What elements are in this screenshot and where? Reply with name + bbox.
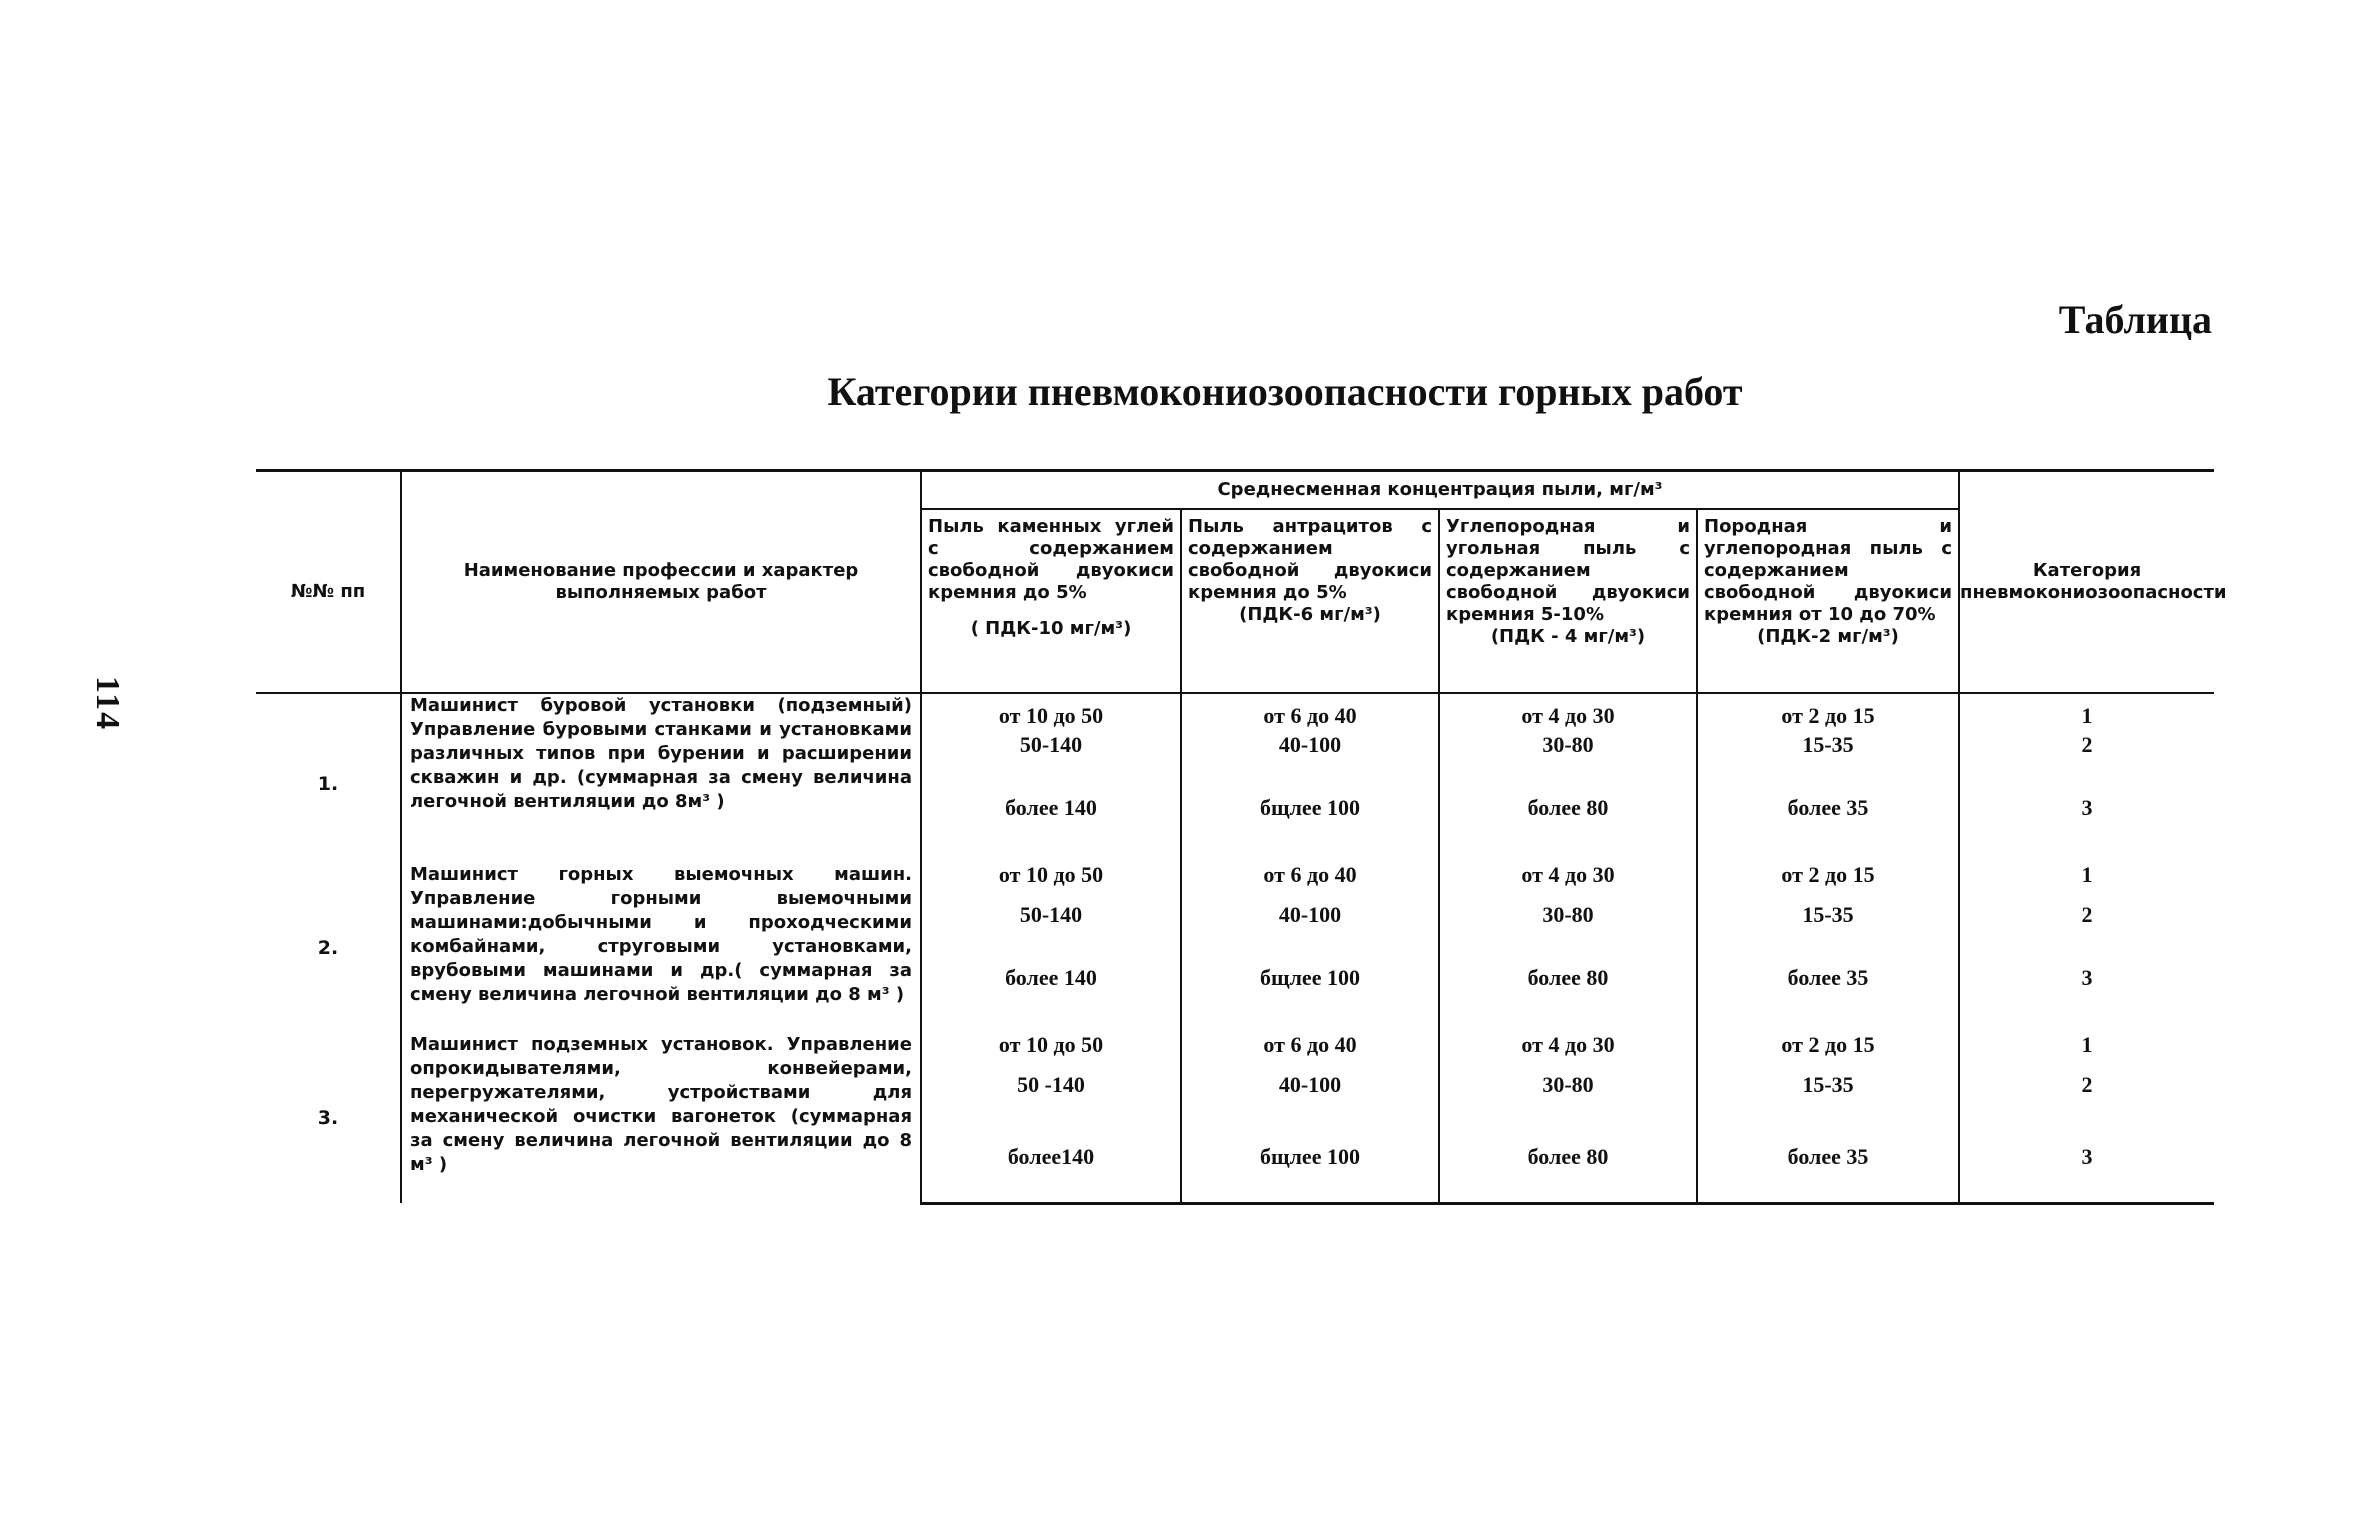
value-col2: 40-100 — [1181, 733, 1439, 773]
value-col1: 50-140 — [921, 903, 1181, 943]
value-col3: 30-80 — [1439, 903, 1697, 943]
header-col3-pdk: (ПДК - 4 мг/м³) — [1490, 626, 1646, 647]
value-col4: более 35 — [1697, 1113, 1959, 1203]
value-col2: бщлее 100 — [1181, 773, 1439, 863]
value-col1: от 10 до 50 — [921, 1033, 1181, 1073]
table-row — [256, 1033, 2214, 1073]
table-row — [256, 863, 2214, 903]
table-label: Таблица — [2058, 297, 2212, 342]
value-category: 1 — [1959, 1033, 2214, 1073]
value-category: 2 — [1959, 1073, 2214, 1113]
value-col3: от 4 до 30 — [1439, 863, 1697, 903]
value-col4: от 2 до 15 — [1697, 1033, 1959, 1073]
value-col4: более 35 — [1697, 773, 1959, 863]
value-col4: более 35 — [1697, 943, 1959, 1033]
value-col1: 50 -140 — [921, 1073, 1181, 1113]
row-profession: Машинист буровой установки (подземный) Управление буровыми станками и установками различных типов при бурении и расширении скважин и др. (суммарная за смену величина легочной вентиляции до 8м³ ) — [401, 693, 921, 863]
value-category: 3 — [1959, 773, 2214, 863]
value-col2: бщлее 100 — [1181, 943, 1439, 1033]
header-col3 — [1439, 509, 1697, 693]
value-col2: от 6 до 40 — [1181, 1033, 1439, 1073]
value-category: 1 — [1959, 693, 2214, 733]
value-col3: 30-80 — [1439, 1073, 1697, 1113]
value-category: 2 — [1959, 903, 2214, 943]
value-col4: 15-35 — [1697, 733, 1959, 773]
header-col1-pdk: ( ПДК-10 мг/м³) — [970, 618, 1132, 639]
value-col1: более 140 — [921, 773, 1181, 863]
value-col1: от 10 до 50 — [921, 693, 1181, 733]
value-col4: от 2 до 15 — [1697, 693, 1959, 733]
header-num: №№ пп — [256, 471, 401, 694]
header-col2-text: Пыль антрацитов с содержанием свободной двуокиси кремния до 5% — [1188, 516, 1432, 603]
row-profession: Машинист подземных установок. Управление опрокидывателями, конвейерами, перегружателями, устройствами для механической очистки вагонеток (суммарная за смену величина легочной вентиляции до 8 м³ ) — [401, 1033, 921, 1203]
value-col3: более 80 — [1439, 1113, 1697, 1203]
header-col4-pdk: (ПДК-2 мг/м³) — [1757, 626, 1899, 647]
value-col1: более140 — [921, 1113, 1181, 1203]
header-col2-pdk: (ПДК-6 мг/м³) — [1239, 604, 1381, 625]
header-name: Наименование профессии и характер выполняемых работ — [401, 471, 921, 694]
value-col1: от 10 до 50 — [921, 863, 1181, 903]
value-col3: 30-80 — [1439, 733, 1697, 773]
header-col4-text: Породная и углепородная пыль с содержанием свободной двуокиси кремния от 10 до 70% — [1704, 516, 1953, 625]
row-number: 2. — [256, 863, 401, 1033]
row-number: 1. — [256, 693, 401, 863]
value-col2: бщлее 100 — [1181, 1113, 1439, 1203]
row-number: 3. — [256, 1033, 401, 1203]
table-title: Категории пневмокониозоопасности горных работ — [827, 369, 1743, 414]
table-row — [256, 693, 2214, 733]
value-col4: от 2 до 15 — [1697, 863, 1959, 903]
header-category: Категория пневмокониозоопасности — [1959, 471, 2214, 694]
value-category: 3 — [1959, 943, 2214, 1033]
value-col2: от 6 до 40 — [1181, 863, 1439, 903]
header-col4 — [1697, 509, 1959, 693]
page-number: 114 — [89, 676, 126, 732]
value-col3: от 4 до 30 — [1439, 1033, 1697, 1073]
header-col1-text: Пыль каменных углей с содержанием свободной двуокиси кремния до 5% — [928, 516, 1174, 603]
value-col1: более 140 — [921, 943, 1181, 1033]
header-col1 — [921, 509, 1181, 693]
dust-category-table — [256, 469, 2227, 1205]
header-col2 — [1181, 509, 1439, 693]
header-col3-text: Углепородная и угольная пыль с содержанием свободной двуокиси кремния 5-10% — [1446, 516, 1690, 625]
value-col3: более 80 — [1439, 773, 1697, 863]
row-profession: Машинист горных выемочных машин. Управление горными выемочными машинами:добычными и проходческими комбайнами, струговыми установками, врубовыми машинами и др.( суммарная за смену величина легочной вентиляции до 8 м³ ) — [401, 863, 921, 1033]
value-col2: от 6 до 40 — [1181, 693, 1439, 733]
value-col3: более 80 — [1439, 943, 1697, 1033]
value-col1: 50-140 — [921, 733, 1181, 773]
value-col4: 15-35 — [1697, 903, 1959, 943]
value-category: 3 — [1959, 1113, 2214, 1203]
value-col2: 40-100 — [1181, 1073, 1439, 1113]
value-col3: от 4 до 30 — [1439, 693, 1697, 733]
value-col2: 40-100 — [1181, 903, 1439, 943]
value-category: 1 — [1959, 863, 2214, 903]
value-col4: 15-35 — [1697, 1073, 1959, 1113]
header-concentration-group: Среднесменная концентрация пыли, мг/м³ — [921, 471, 1959, 510]
value-category: 2 — [1959, 733, 2214, 773]
